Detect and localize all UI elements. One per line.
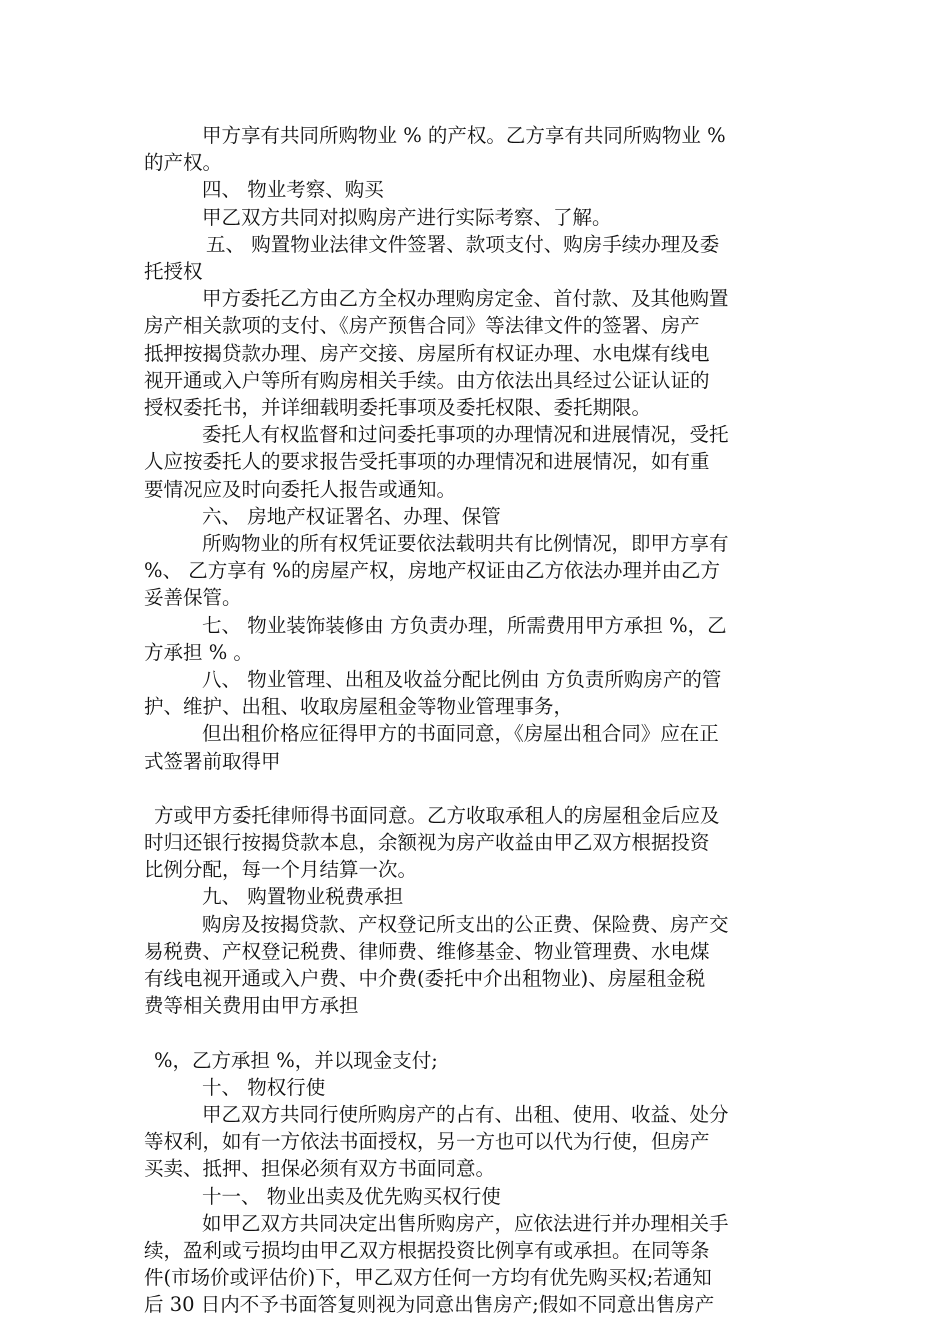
- section-heading-4: 四、 物业考察、购买: [202, 178, 384, 202]
- paragraph-line: 视开通或入户等所有购房相关手续。由方依法出具经过公证认证的: [144, 368, 710, 392]
- paragraph-line: 授权委托书，并详细载明委托事项及委托权限、委托期限。: [144, 396, 652, 420]
- paragraph-line: 续，盈利或亏损均由甲乙双方根据投资比例享有或承担。在同等条: [144, 1238, 710, 1262]
- paragraph-line: 方承担 % 。: [144, 640, 253, 664]
- paragraph-line: 有线电视开通或入户费、中介费(委托中介出租物业)、房屋租金税: [144, 967, 706, 991]
- paragraph-line: 比例分配，每一个月结算一次。: [144, 858, 418, 882]
- paragraph-line: 买卖、抵押、担保必须有双方书面同意。: [144, 1157, 496, 1181]
- paragraph-line: 易税费、产权登记税费、律师费、维修基金、物业管理费、水电煤: [144, 939, 710, 963]
- paragraph-line: 人应按委托人的要求报告受托事项的办理情况和进展情况，如有重: [144, 450, 710, 474]
- section-heading-10: 十、 物权行使: [202, 1075, 326, 1099]
- section-heading-5: 五、 购置物业法律文件签署、款项支付、购房手续办理及委: [206, 232, 720, 256]
- paragraph-line: 抵押按揭贷款办理、房产交接、房屋所有权证办理、水电煤有线电: [144, 341, 710, 365]
- section-heading-6: 六、 房地产权证署名、办理、保管: [202, 504, 501, 528]
- paragraph-line: 时归还银行按揭贷款本息，余额视为房产收益由甲乙双方根据投资: [144, 831, 710, 855]
- contract-body: [144, 122, 809, 1319]
- paragraph-line: 托授权: [144, 260, 203, 284]
- paragraph-line: 的产权。: [144, 151, 223, 175]
- paragraph-line: %，乙方承担 %，并以现金支付;: [154, 1048, 438, 1072]
- paragraph-line: 购房及按揭贷款、产权登记所支出的公正费、保险费、房产交: [202, 912, 729, 936]
- paragraph-line: 所购物业的所有权凭证要依法载明共有比例情况，即甲方享有: [202, 532, 729, 556]
- paragraph-line: 甲乙双方共同行使所购房产的占有、出租、使用、收益、处分: [202, 1102, 729, 1126]
- paragraph-line: 房产相关款项的支付、《房产预售合同》等法律文件的签署、房产: [144, 314, 700, 338]
- paragraph-line: 但出租价格应征得甲方的书面同意，《房屋出租合同》应在正: [202, 722, 719, 746]
- paragraph-line: 等权利，如有一方依法书面授权，另一方也可以代为行使，但房产: [144, 1130, 710, 1154]
- paragraph-line: 式签署前取得甲: [144, 749, 281, 773]
- section-heading-7: 七、 物业装饰装修由 方负责办理，所需费用甲方承担 %，乙: [202, 613, 727, 637]
- paragraph-line: 甲方委托乙方由乙方全权办理购房定金、首付款、及其他购置: [202, 287, 729, 311]
- paragraph-line: 件(市场价或评估价)下，甲乙双方任何一方均有优先购买权;若通知: [144, 1266, 712, 1290]
- paragraph-line: 甲乙双方共同对拟购房产进行实际考察、了解。: [202, 205, 612, 229]
- section-heading-9: 九、 购置物业税费承担: [202, 885, 404, 909]
- section-heading-8: 八、 物业管理、出租及收益分配比例由 方负责所购房产的管: [202, 668, 722, 692]
- paragraph-line: 要情况应及时向委托人报告或通知。: [144, 477, 457, 501]
- paragraph-line: 护、维护、出租、收取房屋租金等物业管理事务，: [144, 695, 574, 719]
- paragraph-line: 方或甲方委托律师得书面同意。乙方收取承租人的房屋租金后应及: [154, 803, 720, 827]
- paragraph-line: 妥善保管。: [144, 586, 242, 610]
- section-heading-11: 十一、 物业出卖及优先购买权行使: [202, 1184, 501, 1208]
- blank-line: [144, 1020, 809, 1047]
- paragraph-line: 委托人有权监督和过问委托事项的办理情况和进展情况，受托: [202, 423, 729, 447]
- paragraph-line: 后 30 日内不予书面答复则视为同意出售房产;假如不同意出售房产: [144, 1293, 715, 1317]
- paragraph-line: 费等相关费用由甲方承担: [144, 994, 359, 1018]
- blank-line: [144, 775, 809, 802]
- paragraph-line: 如甲乙双方共同决定出售所购房产，应依法进行并办理相关手: [202, 1211, 729, 1235]
- paragraph-line: 甲方享有共同所购物业 % 的产权。乙方享有共同所购物业 %: [202, 124, 726, 147]
- paragraph-line: %、 乙方享有 %的房屋产权，房地产权证由乙方依法办理并由乙方: [144, 559, 720, 583]
